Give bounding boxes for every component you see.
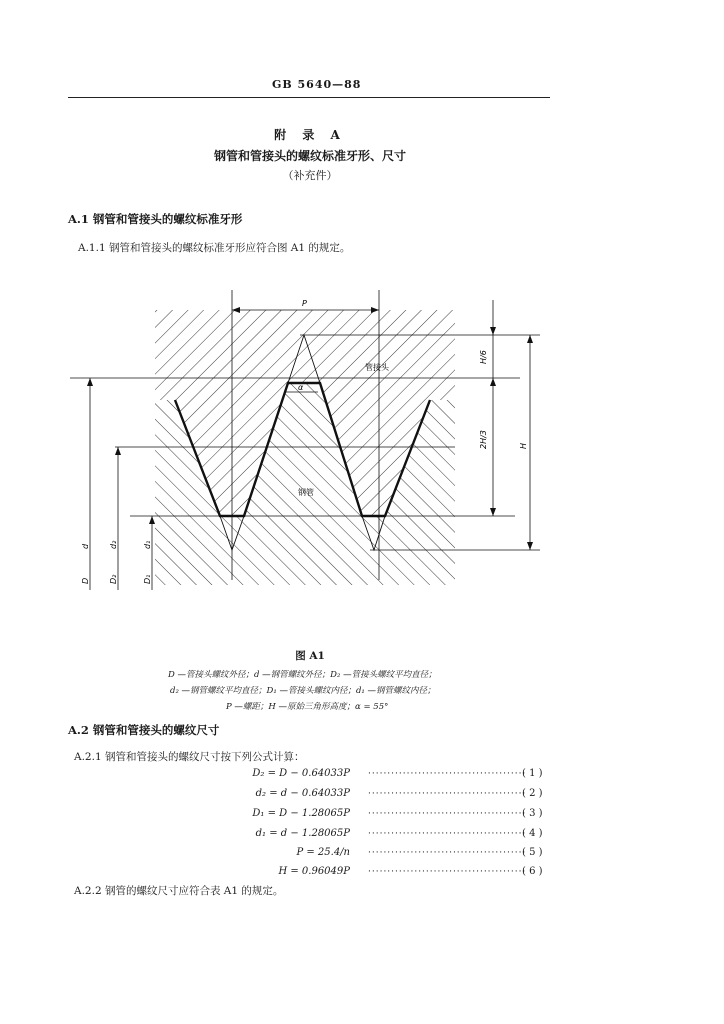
leader-dots: ·········································: [368, 848, 527, 858]
h-sixth-label: H/6: [479, 350, 488, 364]
pitch-label: P: [302, 299, 307, 308]
figure-caption: 图 A1: [295, 650, 325, 662]
d-outer-pipe-label: d: [81, 543, 90, 549]
section-a2-paragraph-1: A.2.1 钢管和管接头的螺纹尺寸按下列公式计算：: [74, 751, 305, 763]
formula-2: d₂ = d − 0.64033P: [255, 788, 350, 799]
formula-4: d₁ = d − 1.28065P: [255, 828, 350, 839]
section-a2-heading: A.2 钢管和管接头的螺纹尺寸: [68, 723, 220, 737]
two-thirds-h-label: 2H/3: [479, 430, 488, 449]
d2-pipe-label: d₂: [109, 540, 118, 549]
d-outer-joint-label: D: [81, 577, 90, 584]
leader-dots: ·········································: [368, 809, 527, 819]
equation-number: ( 5 ): [522, 847, 543, 858]
leader-dots: ·········································: [368, 789, 527, 799]
header-rule: [68, 97, 550, 98]
formula-3: D₁ = D − 1.28065P: [252, 808, 350, 819]
appendix-label: 附 录 A: [274, 128, 346, 142]
formula-5: P = 25.4/n: [296, 847, 350, 858]
equation-number: ( 2 ): [522, 788, 543, 799]
formula-1: D₂ = D − 0.64033P: [252, 768, 350, 779]
equation-number: ( 6 ): [522, 866, 543, 877]
steel-pipe-label: 钢管: [298, 488, 314, 497]
equation-number: ( 3 ): [522, 808, 543, 819]
equation-number: ( 1 ): [522, 768, 543, 779]
figure-legend-line-3: P —螺距；H —原始三角形高度；α = 55°: [226, 702, 389, 712]
standard-code: GB 5640—88: [272, 78, 362, 91]
section-a2-paragraph-2: A.2.2 钢管的螺纹尺寸应符合表 A1 的规定。: [74, 885, 284, 897]
leader-dots: ·········································: [368, 829, 527, 839]
formula-6: H = 0.96049P: [278, 866, 350, 877]
thread-profile-figure: [0, 280, 724, 630]
d2-joint-label: D₂: [109, 574, 118, 584]
section-a1-heading: A.1 钢管和管接头的螺纹标准牙形: [68, 212, 243, 226]
pipe-joint-label: 管接头: [365, 363, 389, 372]
angle-label: α: [298, 383, 304, 392]
leader-dots: ·········································: [368, 769, 527, 779]
leader-dots: ·········································: [368, 867, 527, 877]
d1-joint-label: D₁: [143, 574, 152, 584]
equation-number: ( 4 ): [522, 828, 543, 839]
h-label: H: [519, 442, 528, 449]
d1-pipe-label: d₁: [143, 540, 152, 549]
section-a1-paragraph: A.1.1 钢管和管接头的螺纹标准牙形应符合图 A1 的规定。: [78, 242, 351, 254]
figure-legend-line-1: D —管接头螺纹外径；d —钢管螺纹外径；D₂ —管接头螺纹平均直径；: [168, 670, 437, 680]
appendix-title: 钢管和管接头的螺纹标准牙形、尺寸: [213, 149, 406, 163]
figure-legend-line-2: d₂ —钢管螺纹平均直径；D₁ —管接头螺纹内径；d₁ —钢管螺纹内径；: [170, 686, 436, 696]
appendix-subtitle: （补充件）: [282, 169, 338, 182]
